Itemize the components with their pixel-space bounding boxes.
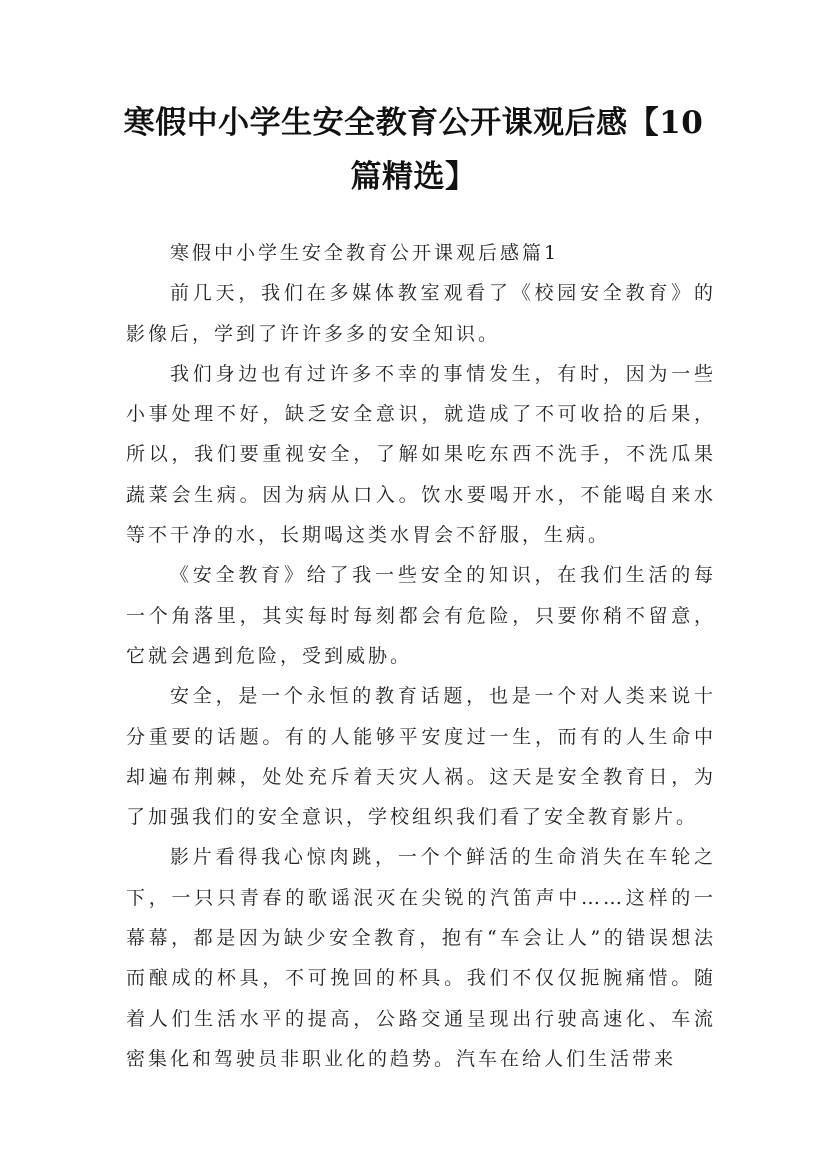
document-body bbox=[126, 233, 716, 1079]
paragraph-1: 前几天，我们在多媒体教室观看了《校园安全教育》的影像后，学到了许许多多的安全知识。 bbox=[126, 282, 716, 345]
section-heading: 寒假中小学生安全教育公开课观后感篇1 bbox=[170, 242, 560, 264]
paragraph-2: 我们身边也有过许多不幸的事情发生，有时，因为一些小事处理不好，缺乏安全意识，就造成了不可收拾的后果，所以，我们要重视安全，了解如果吃东西不洗手，不洗瓜果蔬菜会生病。因为病从口入。饮水要喝开水，不能喝自来水等不干净的水，长期喝这类水胃会不舒服，生病。 bbox=[126, 362, 716, 547]
paragraph-3: 《安全教育》给了我一些安全的知识，在我们生活的每一个角落里，其实每时每刻都会有危险，只要你稍不留意，它就会遇到危险，受到威胁。 bbox=[126, 564, 716, 667]
document-title: 寒假中小学生安全教育公开课观后感【10篇精选】 bbox=[123, 105, 704, 195]
paragraph-4: 安全，是一个永恒的教育话题，也是一个对人类来说十分重要的话题。有的人能够平安度过一生，而有的人生命中却遍布荆棘，处处充斥着天灾人祸。这天是安全教育日，为了加强我们的安全意识，学校组织我们看了安全教育影片。 bbox=[126, 685, 716, 829]
paragraph-5: 影片看得我心惊肉跳，一个个鲜活的生命消失在车轮之下，一只只青春的歌谣泯灭在尖锐的汽笛声中……这样的一幕幕，都是因为缺少安全教育，抱有“车会让人”的错误想法而酿成的杯具，不可挽回的杯具。我们不仅仅扼腕痛惜。随着人们生活水平的提高，公路交通呈现出行驶高速化、车流密集化和驾驶员非职业化的趋势。汽车在给人们生活带来 bbox=[126, 846, 716, 1070]
